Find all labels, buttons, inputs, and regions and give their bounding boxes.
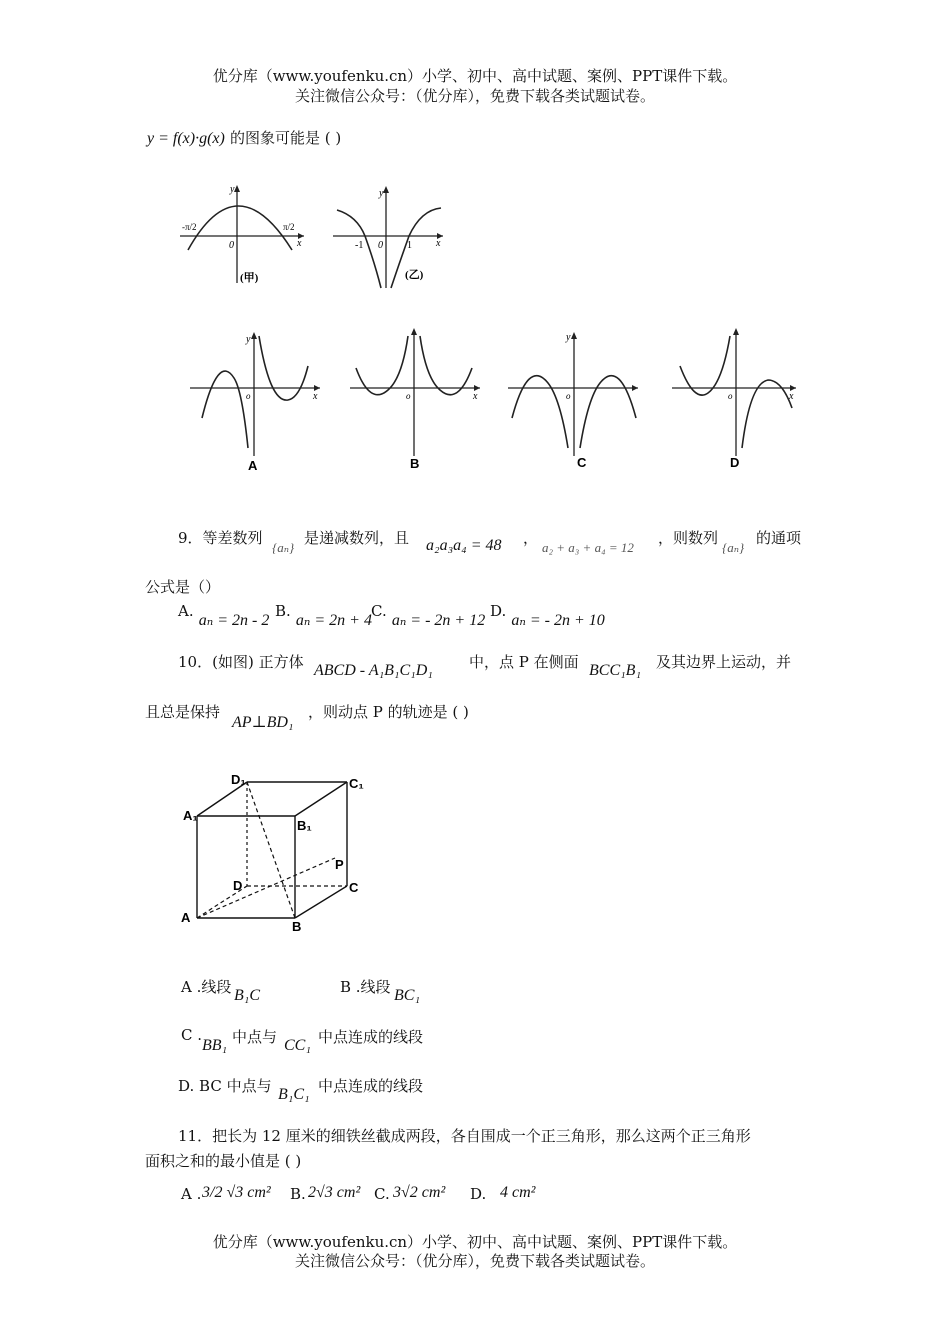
q10-number: 10．: [178, 653, 213, 671]
header-line-1: 优分库（www.youfenku.cn）小学、初中、高中试题、案例、PPT课件下载。: [212, 67, 738, 85]
q8-text: 的图象可能是 ( ): [229, 129, 342, 147]
q9-option-c: [371, 601, 486, 629]
q9-seq-2: {aₙ}: [722, 540, 745, 555]
q11-option-d-expr: 4 cm²: [500, 1184, 536, 1201]
q8-figure-jia: [180, 180, 310, 290]
q10-fig-label-b1: B₁: [297, 818, 312, 833]
q8-jia-tick-neg: -π/2: [182, 222, 197, 232]
q10-text1: (如图) 正方体: [212, 653, 304, 671]
q11-number: 11．: [178, 1127, 213, 1145]
q10-cube: ABCD - A₁B₁C₁D₁: [314, 662, 433, 679]
q9-text5: 公式是（）: [145, 578, 221, 596]
q8-option-c-graph: [508, 328, 643, 476]
q8-jia-label: (甲): [240, 272, 259, 284]
q11-option-b-label: B.: [290, 1185, 306, 1203]
q10-option-a-label: A .线段: [181, 978, 232, 996]
q9-cond1: a₂a₃a₄ = 48: [426, 537, 502, 554]
q10-fig-label-a: A: [181, 910, 191, 925]
q10-text4: 且总是保持: [145, 703, 221, 721]
q10-option-c-expr2: CC₁: [284, 1037, 311, 1054]
q8-d-x: x: [789, 391, 794, 402]
q10-option-d-label: D. BC 中点与: [178, 1077, 272, 1095]
q10-fig-label-d1: D₁: [231, 772, 246, 787]
q9-option-b-expr: aₙ = 2n + 4: [295, 612, 372, 629]
q10-fig-label-d: D: [233, 878, 243, 893]
q10-option-a-expr: B₁C: [234, 987, 261, 1004]
q11-text1: 把长为 12 厘米的细铁丝截成两段，各自围成一个正三角形，那么这两个正三角形: [212, 1127, 751, 1145]
q8-a-y: y: [246, 334, 251, 345]
q10-option-c-expr: BB₁: [202, 1037, 228, 1054]
q10-fig-label-p: P: [335, 857, 344, 872]
q11-option-a-label: A .: [181, 1185, 202, 1203]
q10-fig-label-c: C: [349, 880, 359, 895]
q8-stem: [147, 127, 341, 148]
footer-line-1: 优分库（www.youfenku.cn）小学、初中、高中试题、案例、PPT课件下载。: [212, 1233, 738, 1251]
q9-option-b: [275, 601, 372, 629]
q9-option-d: [490, 601, 605, 629]
q8-yi-tick-neg: -1: [355, 240, 364, 251]
q8-yi-tick-zero: 0: [378, 240, 383, 251]
q9-text1: 等差数列: [202, 529, 263, 547]
q9-option-b-label: B.: [275, 602, 291, 620]
q9-option-a-expr: aₙ = 2n - 2: [198, 612, 270, 629]
q11-option-c-label: C.: [374, 1185, 390, 1203]
q10-option-c-mid: 中点与: [232, 1028, 278, 1046]
q8-option-d-label: D: [730, 455, 740, 470]
q8-figure-yi: [333, 180, 448, 292]
q8-yi-label: (乙): [405, 269, 424, 281]
q10-face: BCC₁B₁: [589, 662, 642, 679]
q10-option-c-label: C .: [181, 1026, 203, 1044]
q9-option-c-label: C.: [371, 602, 387, 620]
q9-text2: 是递减数列，且: [304, 529, 410, 547]
q10-option-b-label: B .线段: [340, 978, 391, 996]
q8-a-x: x: [313, 391, 318, 402]
q8-jia-x: x: [297, 238, 302, 249]
q8-option-c-label: C: [577, 455, 587, 470]
q8-jia-tick-pos: π/2: [283, 222, 295, 232]
q10-cube-figure: [175, 768, 370, 936]
q8-jia-tick-zero: 0: [229, 240, 234, 251]
q10-text3: 及其边界上运动，并: [656, 653, 792, 671]
q8-d-origin: o: [728, 391, 733, 401]
q11-option-b-expr: 2√3 cm²: [308, 1184, 361, 1201]
q11-option-d-label: D.: [470, 1185, 487, 1203]
q9-option-a: [178, 601, 270, 629]
q9-comma: ，: [523, 529, 539, 547]
q8-c-origin: o: [566, 391, 571, 401]
header-line-2: 关注微信公众号：（优分库），免费下载各类试题试卷。: [294, 87, 655, 105]
q8-jia-y: y: [230, 184, 235, 195]
q11-option-a-expr: 3/2 √3 cm²: [202, 1184, 271, 1201]
q8-b-x: x: [473, 391, 478, 402]
q9-cond2: a₂ + a₃ + a₄ = 12: [542, 540, 634, 555]
q10-option-d-tail: 中点连成的线段: [318, 1077, 424, 1095]
q10-option-d-expr: B₁C₁: [278, 1086, 310, 1103]
q8-option-d-graph: [672, 328, 802, 476]
q9-number: 9．: [178, 529, 203, 547]
q8-b-origin: o: [406, 391, 411, 401]
q10-line1-a: [178, 651, 304, 672]
q11-option-c-expr: 3√2 cm²: [393, 1184, 446, 1201]
q8-a-origin: o: [246, 391, 251, 401]
q8-option-b-graph: [350, 328, 485, 476]
q10-fig-label-a1: A₁: [183, 808, 198, 823]
q9-seq-1: {aₙ}: [272, 540, 295, 555]
q8-yi-tick-pos: 1: [407, 240, 412, 251]
q10-fig-label-b: B: [292, 919, 302, 934]
q10-text2: 中，点 P 在侧面: [469, 653, 579, 671]
q9-text3: ，则数列: [658, 529, 719, 547]
q8-option-a-label: A: [248, 458, 258, 473]
q10-fig-label-c1: C₁: [349, 776, 364, 791]
q8-option-a-graph: [190, 328, 325, 476]
q8-option-b-label: B: [410, 456, 420, 471]
q10-text5: ，则动点 P 的轨迹是 ( ): [308, 703, 469, 721]
q9-option-d-label: D.: [490, 602, 507, 620]
q9-option-a-label: A.: [178, 602, 194, 620]
q8-c-y: y: [566, 332, 571, 343]
q9-line1: [178, 527, 263, 548]
q11-text2: 面积之和的最小值是 ( ): [145, 1152, 302, 1170]
q10-option-c-tail: 中点连成的线段: [318, 1028, 424, 1046]
footer-line-2: 关注微信公众号：（优分库），免费下载各类试题试卷。: [294, 1252, 655, 1270]
q8-yi-x: x: [436, 238, 441, 249]
q10-cond: AP⊥BD₁: [232, 714, 294, 731]
q9-option-d-expr: aₙ = - 2n + 10: [511, 612, 605, 629]
q9-text4: 的通项: [756, 529, 802, 547]
q9-option-c-expr: aₙ = - 2n + 12: [391, 612, 486, 629]
q8-formula: y = f(x)·g(x): [147, 130, 225, 147]
q10-option-b-expr: BC₁: [394, 987, 421, 1004]
q8-yi-y: y: [379, 188, 384, 199]
q11-line1: [178, 1125, 751, 1146]
